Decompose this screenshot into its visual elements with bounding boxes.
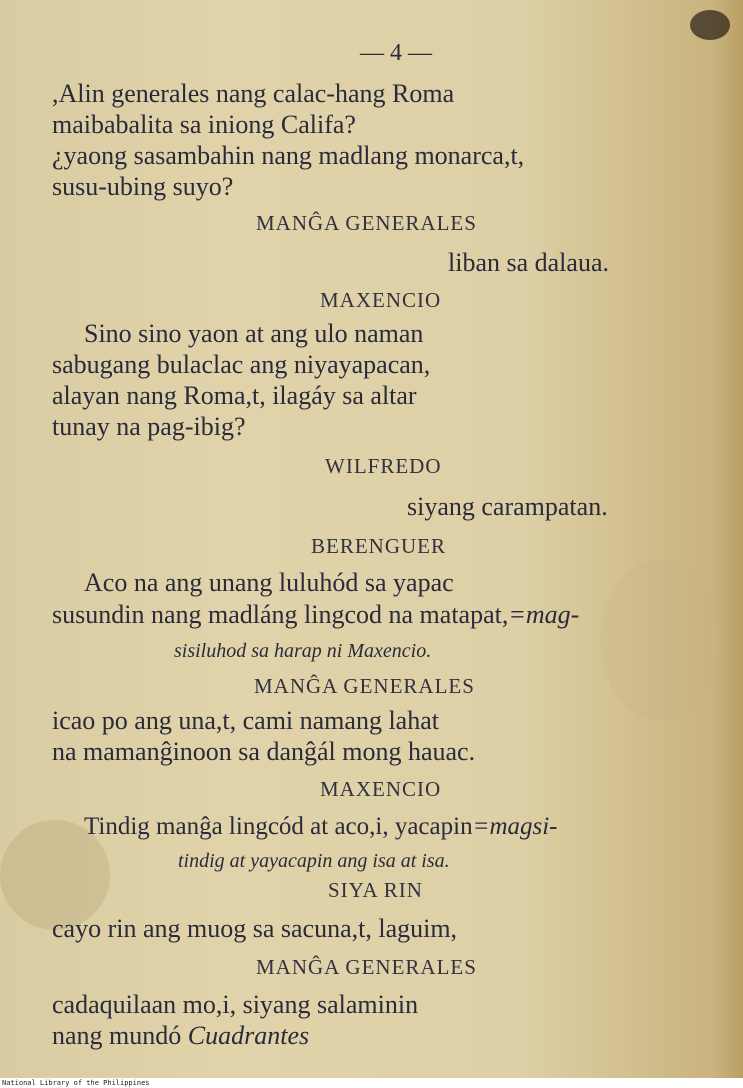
verse-line: susundin nang madláng lingcod na matapat,=mag- (52, 600, 580, 629)
speaker-heading: BERENGUER (311, 534, 446, 558)
verse-line: sabugang bulaclac ang niyayapacan, (52, 350, 431, 379)
verse-line: tunay na pag-ibig? (52, 412, 246, 441)
verse-line: alayan nang Roma,t, ilagáy sa altar (52, 381, 417, 410)
verse-line: Tindig manĝa lingcód at aco,i, yacapin=magsi- (84, 813, 558, 840)
verse-line: siyang carampatan. (407, 492, 608, 521)
verse-line: icao po ang una,t, cami namang lahat (52, 706, 439, 735)
verse-line: Sino sino yaon at ang ulo naman (84, 319, 424, 348)
page-stain (600, 560, 720, 720)
library-credit: National Library of the Philippines (0, 1078, 743, 1088)
speaker-heading: MANĜA GENERALES (256, 211, 477, 235)
page-number: — 4 — (360, 40, 432, 66)
verse-line: cadaquilaan mo,i, siyang salaminin (52, 990, 419, 1019)
speaker-heading: WILFREDO (325, 454, 442, 478)
speaker-heading: SIYA RIN (328, 878, 423, 902)
verse-line: na mamanĝinoon sa danĝál mong hauac. (52, 737, 476, 766)
verse-line: ¿yaong sasambahin nang madlang monarca,t, (52, 141, 525, 170)
speaker-heading: MAXENCIO (320, 777, 442, 801)
verse-line: susu-ubing suyo? (52, 172, 234, 201)
ink-stain (690, 10, 730, 40)
verse-line: liban sa dalaua. (448, 248, 609, 277)
stage-direction: =magsi- (472, 813, 558, 840)
speaker-heading: MAXENCIO (320, 288, 442, 312)
catchword: Cuadrantes (187, 1021, 310, 1050)
verse-line: nang mundó Cuadrantes (52, 1021, 310, 1050)
verse-line: ,Alin generales nang calac-hang Roma (52, 79, 455, 108)
speaker-heading: MANĜA GENERALES (254, 674, 475, 698)
verse-line: maibabalita sa iniong Califa? (52, 110, 356, 139)
stage-direction: sisiluhod sa harap ni Maxencio. (174, 640, 432, 662)
speaker-heading: MANĜA GENERALES (256, 955, 477, 979)
verse-line: cayo rin ang muog sa sacuna,t, laguim, (52, 914, 458, 943)
stage-direction: =mag- (508, 600, 580, 629)
stage-direction: tindig at yayacapin ang isa at isa. (178, 850, 450, 872)
verse-line: Aco na ang unang luluhód sa yapac (84, 568, 454, 597)
